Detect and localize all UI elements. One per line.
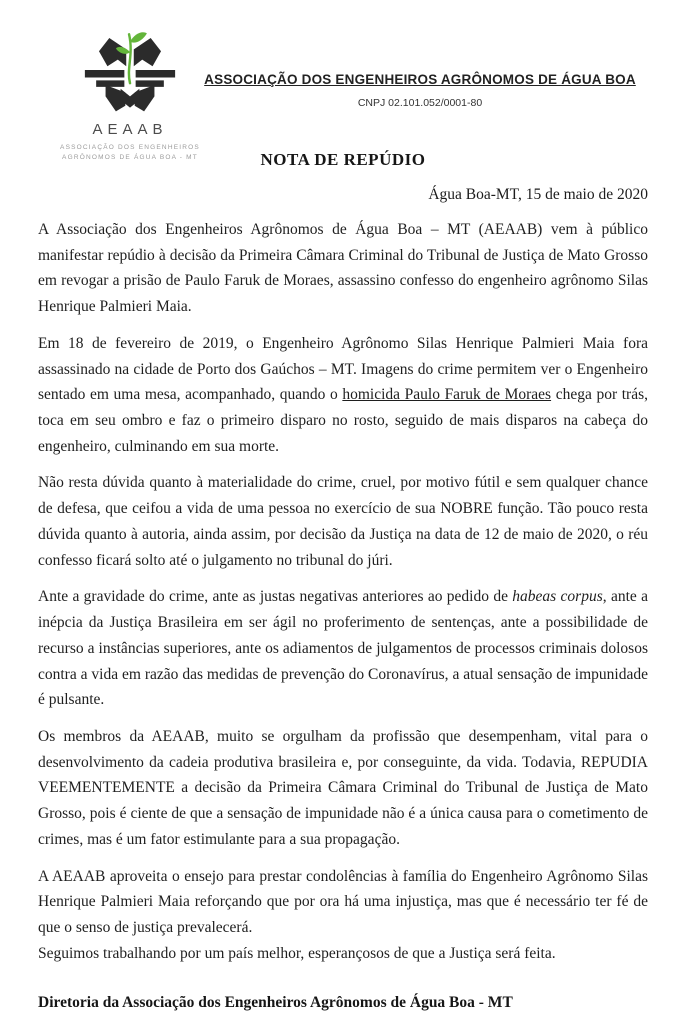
text-segment: , ante a inépcia da Justiça Brasileira em ser ágil no proferimento de sentenças, ante a possibilidade de recurso a instâncias superiores, ante os adiamentos de julgamentos de processos criminais dolosos contra a vida em razão das medidas de prevenção do Coronavírus, a atual sensação de impunidade é pulsante.	[38, 588, 648, 709]
text-segment: habeas corpus	[512, 588, 603, 606]
paragraph	[38, 724, 648, 853]
aeaab-logo-block	[50, 26, 210, 164]
document-paragraphs	[38, 217, 648, 966]
logo-acronym: AEAAB	[92, 121, 168, 138]
text-segment: chega por trás, toca em seu ombro e faz o primeiro disparo no rosto, seguido de mais disparos na cabeça do engenheiro, culminando em sua morte.	[38, 386, 648, 455]
text-segment: Não resta dúvida quanto à materialidade do crime, cruel, por motivo fútil e sem qualquer chance de defesa, que ceifou a vida de uma pessoa no exercício de sua NOBRE função. Tão pouco resta dúvida quanto à autoria, ainda assim, por decisão da Justiça na data de 12 de maio de 2020, o réu confesso ficará solto até o julgamento no tribunal do júri.	[38, 474, 648, 569]
organization-name: ASSOCIAÇÃO DOS ENGENHEIROS AGRÔNOMOS DE ÁGUA BOA	[204, 72, 636, 87]
logo-caption-line2: AGRÔNOMOS DE ÁGUA BOA - MT	[62, 154, 198, 162]
text-segment: Ante a gravidade do crime, ante as justas negativas anteriores ao pedido de	[38, 588, 513, 606]
paragraph	[38, 217, 648, 320]
text-segment: homicida Paulo Faruk de Moraes	[342, 386, 552, 404]
agronomist-emblem-icon	[83, 26, 177, 114]
logo-caption-line1: ASSOCIAÇÃO DOS ENGENHEIROS	[60, 144, 200, 151]
text-segment: A AEAAB aproveita o ensejo para prestar condolências à família do Engenheiro Agrônomo Silas Henrique Palmieri Maia reforçando que por ora há uma injustiça, mas que é necessário ter fé de que o senso de justiça prevalecerá.	[38, 867, 648, 936]
paragraph	[38, 941, 648, 967]
document-content	[38, 150, 648, 1012]
dateline: Água Boa-MT, 15 de maio de 2020	[428, 186, 648, 203]
cnpj-number: CNPJ 02.101.052/0001-80	[357, 97, 483, 109]
paragraph	[38, 864, 648, 941]
paragraph	[38, 470, 648, 573]
text-segment: Em 18 de fevereiro de 2019, o Engenheiro Agrônomo Silas Henrique Palmieri Maia fora assassinado na cidade de Porto dos Gaúchos – MT. Imagens do crime permitem ver o Engenheiro sentado em uma mesa, acompanhado, quando o	[38, 334, 648, 404]
paragraph	[38, 331, 648, 460]
text-segment: A Associação dos Engenheiros Agrônomos de Água Boa – MT (AEAAB) vem à público manifestar repúdio à decisão da Primeira Câmara Criminal do Tribunal de Justiça de Mato Grosso em revogar a prisão de Paulo Faruk de Moraes, assassino confesso do engenheiro agrônomo Silas Henrique Palmieri Maia.	[38, 221, 648, 316]
letterhead	[190, 72, 650, 109]
paragraph	[38, 584, 648, 713]
text-segment: Os membros da AEAAB, muito se orgulham da profissão que desempenham, vital para o desenvolvimento da cadeia produtiva brasileira e, por conseguinte, da vida. Todavia, REPUDIA VEEMENTEMENTE a decisão da Primeira Câmara Criminal do Tribunal de Justiça de Mato Grosso, pois é ciente de que a sensação de impunidade não é a única causa para o cometimento de crimes, mas é um fator estimulante para a sua propagação.	[38, 727, 648, 848]
aeaab-logo-emblem	[50, 26, 210, 119]
text-segment: Seguimos trabalhando por um país melhor, esperançosos de que a Justiça será feita.	[38, 944, 556, 962]
closing-signature: Diretoria da Associação dos Engenheiros Agrônomos de Água Boa - MT	[38, 994, 513, 1012]
document-title: NOTA DE REPÚDIO	[260, 150, 426, 169]
